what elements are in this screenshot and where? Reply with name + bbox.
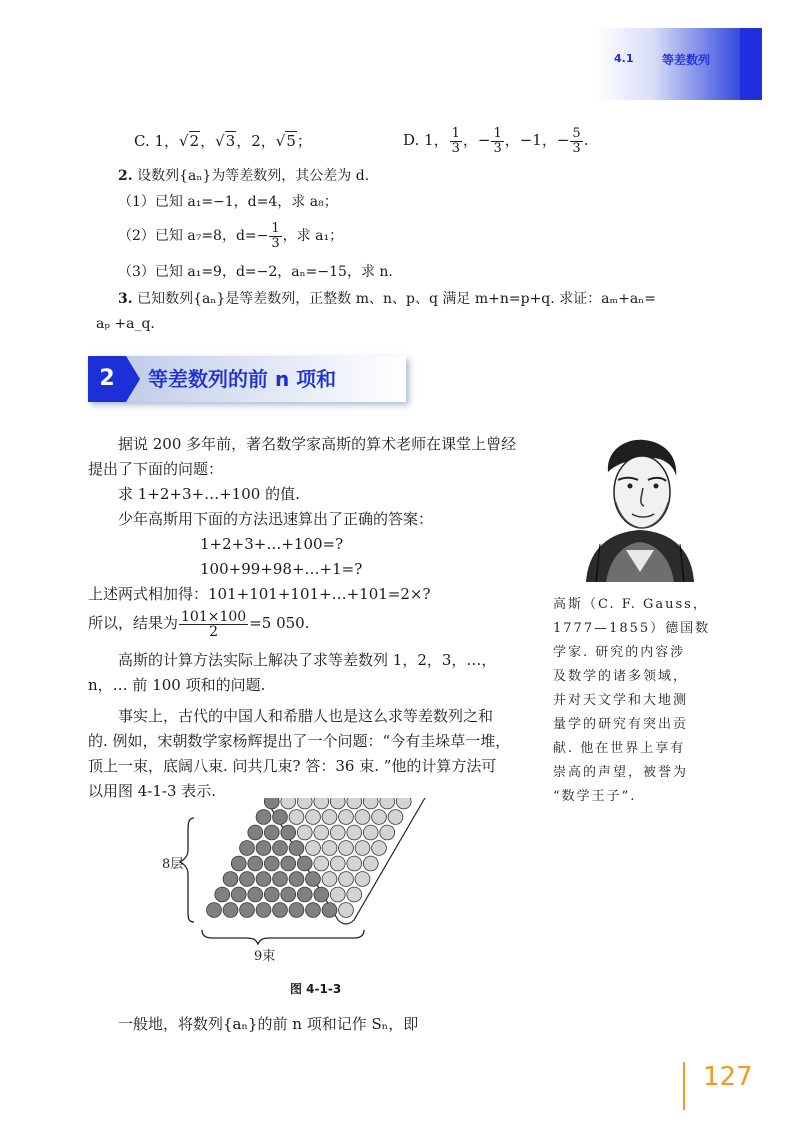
option-d-mid2: ，−1，− bbox=[504, 131, 570, 149]
caption-line-9: “数学王子”. bbox=[553, 789, 637, 804]
caption-line-3: 学家. 研究的内容涉 bbox=[553, 645, 686, 660]
bundles-label: 9束 bbox=[254, 949, 276, 964]
dark-bundle-circle bbox=[264, 798, 279, 809]
light-bundle-circle bbox=[363, 856, 378, 871]
light-bundle-circle bbox=[372, 841, 387, 856]
result-line bbox=[88, 603, 309, 643]
exercise-3-number: 3. bbox=[118, 291, 133, 307]
caption-line-4: 及数学的诸多领域， bbox=[553, 669, 689, 684]
exercise-2-part-2 bbox=[118, 218, 343, 254]
light-bundle-circle bbox=[380, 825, 395, 840]
result-fraction: $\frac{101\times 100}{2}$ bbox=[181, 608, 247, 640]
light-bundle-circle bbox=[306, 841, 321, 856]
light-bundle-circle bbox=[380, 798, 395, 809]
dark-bundle-circle bbox=[281, 887, 296, 902]
dark-bundle-circle bbox=[264, 887, 279, 902]
option-c-label: C. 1， bbox=[134, 132, 180, 150]
dark-bundle-circle bbox=[281, 825, 296, 840]
option-c-end: ； bbox=[296, 132, 312, 150]
exercise-2-text: 设数列{aₙ}为等差数列，其公差为 d. bbox=[137, 168, 370, 184]
exercise-3-text: 已知数列{aₙ}是等差数列，正整数 m、n、p、q 满足 m+n=p+q. 求证：aₘ+aₙ= bbox=[137, 291, 656, 307]
option-c-sqrt3: 3 bbox=[225, 132, 236, 150]
paragraph-5-line-2: 的. 例如，宋朝数学家杨辉提出了一个问题：“今有圭垛草一堆， bbox=[88, 732, 511, 750]
exercise-2-part-2-a: （2）已知 a₇=8，d=− bbox=[118, 228, 269, 244]
header-tab-bar bbox=[740, 28, 762, 100]
light-bundle-circle bbox=[355, 872, 370, 887]
result-suffix: =5 050. bbox=[249, 614, 310, 632]
exercise-2-part-2-b: ，求 a₁； bbox=[282, 228, 344, 244]
option-d-label: D. 1， bbox=[403, 131, 449, 149]
dark-bundle-circle bbox=[256, 903, 271, 918]
dark-bundle-circle bbox=[231, 856, 246, 871]
dark-bundle-circle bbox=[264, 825, 279, 840]
exercise-3 bbox=[118, 288, 656, 310]
page-number: 127 bbox=[703, 1062, 753, 1092]
light-bundle-circle bbox=[388, 810, 403, 825]
result-prefix: 所以，结果为 bbox=[88, 614, 179, 632]
dark-bundle-circle bbox=[273, 841, 288, 856]
section-banner bbox=[88, 356, 406, 402]
dark-bundle-circle bbox=[207, 903, 222, 918]
light-bundle-circle bbox=[289, 810, 304, 825]
light-bundle-circle bbox=[330, 856, 345, 871]
dark-bundle-circle bbox=[256, 810, 271, 825]
header-section-number: 4.1 bbox=[614, 52, 634, 65]
light-bundle-circle bbox=[372, 810, 387, 825]
dark-bundle-circle bbox=[248, 856, 263, 871]
dark-bundle-circle bbox=[231, 887, 246, 902]
section-title: 等差数列的前 n 项和 bbox=[148, 367, 337, 391]
dark-bundle-circle bbox=[273, 810, 288, 825]
light-bundle-circle bbox=[330, 798, 345, 809]
light-bundle-circle bbox=[347, 856, 362, 871]
exercise-2-part-3: （3）已知 a₁=9，d=−2，aₙ=−15，求 n. bbox=[118, 264, 393, 280]
light-bundle-circle bbox=[330, 825, 345, 840]
page-number-rule bbox=[683, 1062, 685, 1110]
light-bundle-circle bbox=[347, 798, 362, 809]
paragraph-2: 求 1+2+3+…+100 的值. bbox=[118, 485, 300, 503]
light-bundle-circle bbox=[339, 903, 354, 918]
caption-line-2: 1777—1855）德国数 bbox=[553, 621, 711, 636]
caption-line-1: 高斯（C. F. Gauss， bbox=[553, 597, 708, 612]
light-bundle-circle bbox=[322, 810, 337, 825]
paragraph-3: 少年高斯用下面的方法迅速算出了正确的答案： bbox=[118, 510, 434, 528]
exercise-2-number: 2. bbox=[118, 168, 133, 184]
dark-bundle-circle bbox=[248, 887, 263, 902]
option-d-mid: ，− bbox=[462, 131, 491, 149]
exercise-3-continuation: aₚ +a_q. bbox=[96, 316, 155, 332]
dark-bundle-circle bbox=[248, 825, 263, 840]
light-bundle-circle bbox=[355, 810, 370, 825]
light-bundle-circle bbox=[322, 872, 337, 887]
light-bundle-circle bbox=[322, 841, 337, 856]
dark-bundle-circle bbox=[256, 872, 271, 887]
exercise-2-part-2-fraction: $\frac{1}{3}$ bbox=[271, 220, 280, 251]
dark-bundle-circle bbox=[322, 903, 337, 918]
light-bundle-circle bbox=[297, 798, 312, 809]
caption-line-8: 崇高的声望，被誉为 bbox=[553, 765, 689, 780]
paragraph-5-line-4: 以用图 4-1-3 表示. bbox=[88, 782, 217, 800]
option-d-fraction-3: $\frac{5}{3}$ bbox=[572, 125, 581, 156]
paragraph-1-line-1: 据说 200 多年前，著名数学家高斯的算术老师在课堂上曾经 bbox=[118, 435, 517, 453]
option-c-sqrt5: 5 bbox=[286, 132, 296, 150]
gauss-portrait-image bbox=[566, 432, 714, 582]
exercise-2-stem bbox=[118, 165, 369, 187]
figure-caption: 图 4-1-3 bbox=[290, 982, 342, 996]
dark-bundle-circle bbox=[297, 887, 312, 902]
paragraph-5-line-3: 顶上一束，底阔八束. 问共几束? 答：36 束. ”他的计算方法可 bbox=[88, 757, 497, 775]
dark-bundle-circle bbox=[273, 872, 288, 887]
caption-line-5: 并对天文学和大地测 bbox=[553, 693, 689, 708]
light-bundle-circle bbox=[396, 798, 411, 809]
option-c-two: ，2， bbox=[236, 132, 276, 150]
light-bundle-circle bbox=[281, 798, 296, 809]
dark-bundle-circle bbox=[223, 872, 238, 887]
light-bundle-circle bbox=[339, 810, 354, 825]
layers-label: 8层 bbox=[162, 857, 184, 872]
portrait-caption bbox=[553, 593, 723, 809]
option-d-end: . bbox=[583, 131, 589, 149]
dark-bundle-circle bbox=[289, 841, 304, 856]
dark-bundle-circle bbox=[306, 903, 321, 918]
option-d bbox=[403, 120, 588, 160]
light-bundle-circle bbox=[363, 798, 378, 809]
equation-1: 1+2+3+…+100=? bbox=[200, 535, 344, 553]
light-bundle-circle bbox=[363, 825, 378, 840]
option-c-sqrt2: 2 bbox=[189, 132, 200, 150]
bundles-brace-icon bbox=[202, 930, 364, 944]
dark-bundle-circle bbox=[289, 903, 304, 918]
light-bundle-circle bbox=[355, 841, 370, 856]
paragraph-4-line-2: n，… 前 100 项和的问题. bbox=[88, 676, 266, 694]
dark-bundle-circle bbox=[240, 841, 255, 856]
section-number: 2 bbox=[88, 356, 126, 402]
dark-bundle-circle bbox=[306, 872, 321, 887]
option-d-fraction-2: $\frac{1}{3}$ bbox=[493, 125, 502, 156]
dark-bundle-circle bbox=[256, 841, 271, 856]
dark-bundle-circle bbox=[281, 856, 296, 871]
option-d-fraction-1: $\frac{1}{3}$ bbox=[451, 125, 460, 156]
dark-bundle-circle bbox=[215, 887, 230, 902]
paragraph-6: 一般地，将数列{aₙ}的前 n 项和记作 Sₙ，即 bbox=[118, 1015, 419, 1033]
dark-bundle-circle bbox=[240, 903, 255, 918]
dark-bundle-circle bbox=[273, 903, 288, 918]
dark-bundle-circle bbox=[264, 856, 279, 871]
light-bundle-circle bbox=[339, 841, 354, 856]
caption-line-6: 量学的研究有突出贡 bbox=[553, 717, 689, 732]
light-bundle-circle bbox=[297, 825, 312, 840]
light-bundle-circle bbox=[339, 872, 354, 887]
paragraph-5-line-1: 事实上，古代的中国人和希腊人也是这么求等差数列之和 bbox=[118, 707, 494, 725]
light-bundle-circle bbox=[347, 887, 362, 902]
light-bundle-circle bbox=[314, 798, 329, 809]
light-bundle-circle bbox=[347, 825, 362, 840]
light-bundle-circle bbox=[330, 887, 345, 902]
paragraph-4-line-1: 高斯的计算方法实际上解决了求等差数列 1，2，3，…， bbox=[118, 651, 497, 669]
caption-line-7: 献. 他在世界上享有 bbox=[553, 741, 686, 756]
paragraph-1-line-2: 提出了下面的问题： bbox=[88, 460, 224, 478]
dark-bundle-circle bbox=[223, 903, 238, 918]
stacked-bundles-figure bbox=[150, 798, 470, 970]
equation-2: 100+99+98+…+1=? bbox=[200, 560, 363, 578]
dark-bundle-circle bbox=[314, 887, 329, 902]
exercise-2-part-1: （1）已知 a₁=−1，d=4，求 a₈； bbox=[118, 194, 338, 210]
dark-bundle-circle bbox=[297, 856, 312, 871]
header-section-title: 等差数列 bbox=[662, 53, 711, 67]
equation-3: 上述两式相加得：101+101+101+…+101=2×? bbox=[88, 585, 431, 603]
option-c: C. 1，√2，√3，2，√5； bbox=[134, 132, 312, 150]
light-bundle-circle bbox=[306, 810, 321, 825]
light-bundle-circle bbox=[314, 856, 329, 871]
dark-bundle-circle bbox=[289, 872, 304, 887]
section-arrow-icon bbox=[126, 356, 140, 402]
light-bundle-circle bbox=[314, 825, 329, 840]
dark-bundle-circle bbox=[240, 872, 255, 887]
